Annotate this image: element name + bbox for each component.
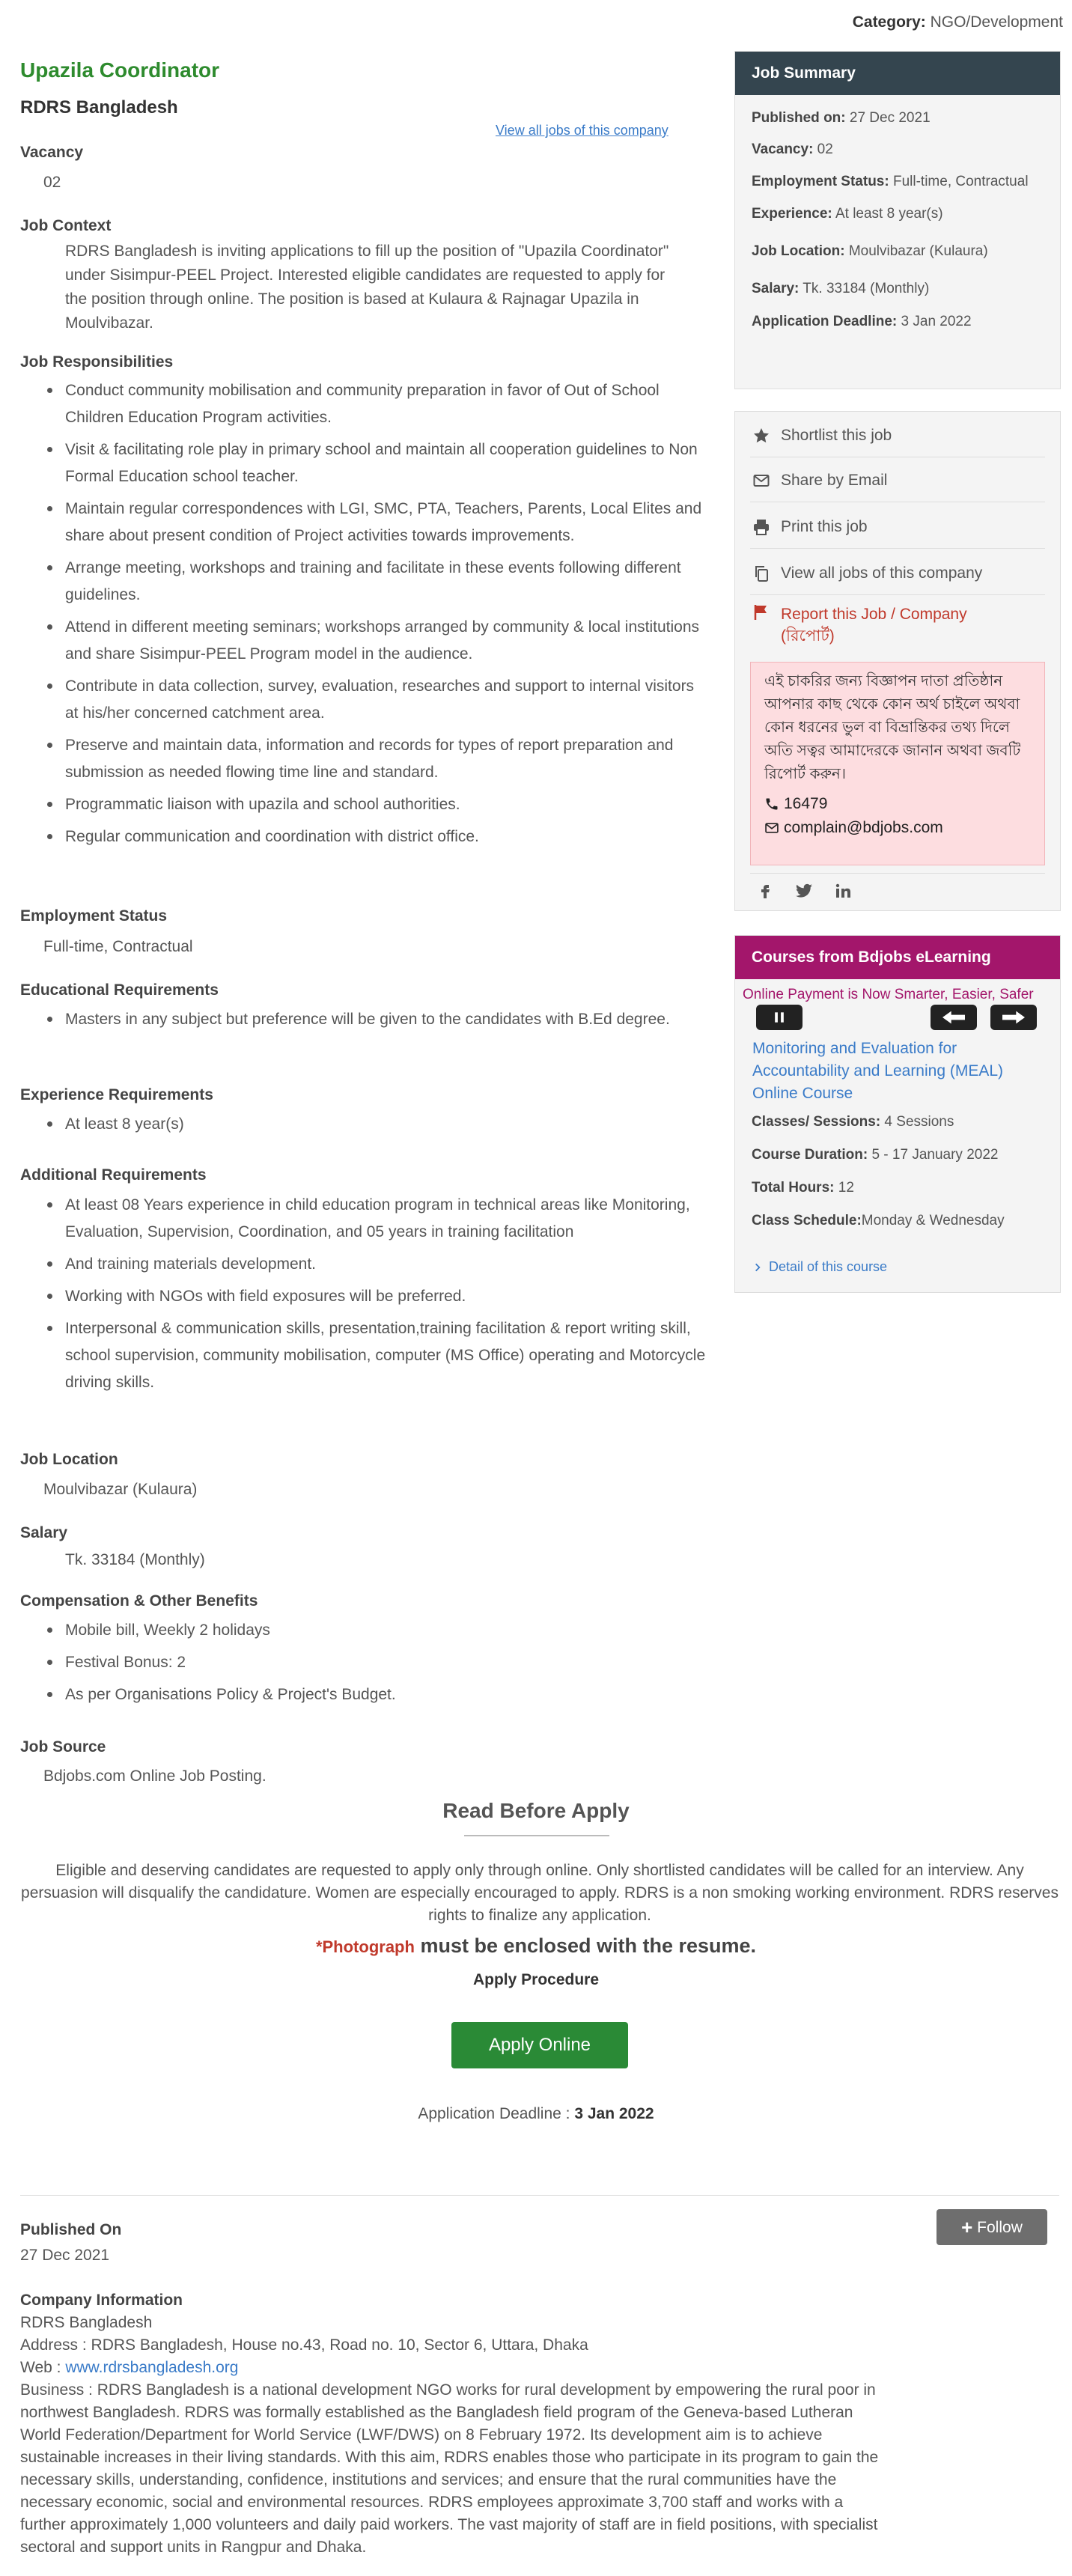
- report-info-box: [750, 662, 1045, 865]
- course-value: Monday & Wednesday: [861, 1213, 1005, 1228]
- company-info-heading: Company Information: [20, 2292, 183, 2309]
- list-item: Contribute in data collection, survey, evaluation, researches and support to internal visitors at his/her concerned catchment area.: [65, 673, 709, 727]
- course-sessions: [752, 1114, 954, 1130]
- vacancy-value: 02: [43, 174, 61, 191]
- report-text: Report this Job / Company: [781, 606, 967, 623]
- benefits-heading: Compensation & Other Benefits: [20, 1592, 258, 1610]
- course-title-link[interactable]: Monitoring and Evaluation for Accountability and Learning (MEAL) Online Course: [752, 1040, 1004, 1102]
- list-item: Attend in different meeting seminars; workshops arranged by community & local institutions and share Sisimpur-PEEL Program model in the audience.: [65, 614, 709, 668]
- category-label: [853, 13, 1063, 31]
- report-job-action[interactable]: [752, 603, 1044, 647]
- summary-location: [752, 243, 1044, 260]
- list-item: Working with NGOs with field exposures will be preferred.: [65, 1283, 709, 1310]
- envelope-icon: [752, 472, 770, 490]
- list-item: Interpersonal & communication skills, presentation,training facilitation & report writing skill, school supervision, community mobilisation, computer (MS Office) operating and Motorcycle driving skills.: [65, 1315, 709, 1396]
- copy-icon: [752, 564, 770, 582]
- chevron-right-icon: [752, 1262, 763, 1273]
- follow-label: Follow: [977, 2219, 1023, 2236]
- report-notice-text: এই চাকরির জন্য বিজ্ঞাপন দাতা প্রতিষ্ঠান আপনার কাছ থেকে কোন অর্থ চাইলে অথবা কোন ধরনের ভুল বা বিভ্রান্তিকর তথ্য দিলে অতি সত্বর আমাদেরকে জানান অথবা জবটি রিপোর্ট করুন।: [764, 673, 1021, 782]
- vacancy-heading: Vacancy: [20, 144, 84, 161]
- list-item: Preserve and maintain data, information and records for types of report preparation and submission as needed flowing time line and standard.: [65, 732, 709, 786]
- course-duration: [752, 1147, 998, 1163]
- report-email-value: complain@bdjobs.com: [784, 819, 943, 836]
- actions-panel: [734, 411, 1061, 911]
- published-on-heading: Published On: [20, 2221, 122, 2238]
- printer-icon: [752, 518, 770, 536]
- job-context-text: RDRS Bangladesh is inviting applications to fill up the position of "Upazila Coordinator" under Sisimpur-PEEL Project. Interested eligible candidates are requested to apply for the position through online. The position is based at Kulaura & Rajnagar Upazila in Moulvibazar.: [65, 243, 669, 332]
- deadline-label: Application Deadline :: [418, 2105, 575, 2122]
- published-on-value: 27 Dec 2021: [20, 2247, 110, 2264]
- list-item: Masters in any subject but preference will be given to the candidates with B.Ed degree.: [65, 1006, 709, 1033]
- summary-label: Vacancy:: [752, 141, 814, 157]
- category-key: Category:: [852, 13, 926, 31]
- education-list: [20, 1006, 709, 1038]
- list-item: Regular communication and coordination with district office.: [65, 823, 709, 850]
- summary-label: Job Location:: [752, 243, 845, 259]
- job-summary-heading: Job Summary: [735, 52, 1060, 95]
- share-email-action[interactable]: [752, 466, 1044, 496]
- job-title: Upazila Coordinator: [20, 58, 220, 82]
- benefits-list: [20, 1617, 709, 1714]
- company-web: [20, 2357, 238, 2379]
- photograph-rest-text: must be enclosed with the resume.: [414, 1934, 757, 1957]
- pause-button[interactable]: [756, 1005, 803, 1030]
- summary-label: Application Deadline:: [752, 314, 898, 329]
- previous-button[interactable]: [931, 1005, 977, 1030]
- report-phone-value: 16479: [784, 795, 828, 812]
- course-detail-link[interactable]: [752, 1259, 887, 1275]
- summary-value: Tk. 33184 (Monthly): [799, 281, 930, 296]
- list-item: And training materials development.: [65, 1251, 709, 1278]
- print-label: Print this job: [781, 518, 868, 535]
- location-heading: Job Location: [20, 1451, 118, 1468]
- arrow-right-icon: [1001, 1010, 1026, 1025]
- course-schedule: [752, 1213, 1005, 1229]
- additional-heading: Additional Requirements: [20, 1166, 207, 1184]
- plus-icon: +: [961, 2216, 973, 2238]
- phone-icon: [764, 797, 779, 812]
- apply-procedure-label: Apply Procedure: [472, 1971, 600, 1988]
- course-value: 5 - 17 January 2022: [868, 1147, 999, 1163]
- summary-employment: [752, 173, 1044, 191]
- list-item: Festival Bonus: 2: [65, 1649, 709, 1676]
- summary-value: 02: [813, 141, 833, 157]
- company-business: Business : RDRS Bangladesh is a national development NGO works for rural development by empowering the rural poor in northwest Bangladesh. RDRS was formally established as the Bangladesh field program of the Geneva-based Lutheran World Federation/Department for World Service (LWF/DWS) on 8 February 1972. Its development aim is to achieve sustainable increases in their living standards. With this aim, RDRS enables those who participate in its program to gain the necessary skills, understanding, confidence, institutions and services; and ensure that the rural communities have the necessary economic, social and environmental resources. RDRS employees approximate 3,700 staff and works with a further approximately 1,000 volunteers and daily paid workers. The vast majority of staff are in field positions, with specialist sectoral and support units in Rangpur and Dhaka.: [20, 2381, 879, 2556]
- course-detail-label: Detail of this course: [769, 1259, 888, 1274]
- courses-marquee: Online Payment is Now Smarter, Easier, Safer: [743, 987, 1034, 1002]
- share-label: Share by Email: [781, 472, 888, 489]
- view-all-jobs-link[interactable]: View all jobs of this company: [496, 123, 669, 138]
- facebook-icon[interactable]: [756, 882, 774, 900]
- job-context-heading: Job Context: [20, 217, 112, 234]
- summary-value: 3 Jan 2022: [897, 314, 972, 329]
- list-item: As per Organisations Policy & Project's Budget.: [65, 1681, 709, 1708]
- company-info-name: RDRS Bangladesh: [20, 2314, 153, 2331]
- employment-status-value: Full-time, Contractual: [43, 938, 193, 955]
- view-all-jobs-action[interactable]: [752, 558, 1044, 588]
- list-item: Programmatic liaison with upazila and school authorities.: [65, 791, 709, 818]
- list-item: Mobile bill, Weekly 2 holidays: [65, 1617, 709, 1644]
- flag-icon: [752, 603, 770, 621]
- shortlist-label: Shortlist this job: [781, 427, 892, 444]
- job-summary-panel: [734, 51, 1061, 389]
- envelope-icon: [764, 820, 779, 835]
- list-item: Visit & facilitating role play in primary school and maintain all cooperation guidelines to Non Formal Education school teacher.: [65, 436, 709, 490]
- job-source-heading: Job Source: [20, 1738, 106, 1756]
- experience-heading: Experience Requirements: [20, 1086, 213, 1103]
- divider: [20, 2195, 1059, 2196]
- course-hours: [752, 1180, 854, 1196]
- responsibilities-list: [20, 377, 709, 856]
- arrow-left-icon: [941, 1010, 966, 1025]
- read-before-apply-title: Read Before Apply: [442, 1799, 630, 1822]
- divider: [750, 873, 1045, 874]
- apply-online-button[interactable]: Apply Online: [451, 2022, 628, 2068]
- star-icon: [752, 427, 770, 445]
- summary-label: Employment Status:: [752, 174, 889, 189]
- list-item: At least 8 year(s): [65, 1111, 709, 1138]
- report-phone: [764, 795, 1031, 813]
- salary-heading: Salary: [20, 1524, 68, 1541]
- summary-label: Published on:: [752, 110, 846, 126]
- divider: [750, 548, 1045, 549]
- summary-value: At least 8 year(s): [832, 206, 943, 222]
- summary-label: Experience:: [752, 206, 832, 222]
- deadline-value: 3 Jan 2022: [574, 2105, 654, 2122]
- application-deadline: [0, 2105, 1072, 2123]
- company-web-link[interactable]: www.rdrsbangladesh.org: [65, 2359, 239, 2376]
- print-job-action[interactable]: [752, 512, 1044, 542]
- employment-status-heading: Employment Status: [20, 907, 168, 925]
- summary-experience: [752, 206, 1044, 222]
- read-before-apply-text: Eligible and deserving candidates are requested to apply only through online. Only shortlisted candidates will be called for an interview. Any persuasion will disqualify the candidature. Women are especially encouraged to apply. RDRS is a non smoking working environment. RDRS reserves rights to finalize any application.: [21, 1862, 1059, 1924]
- summary-label: Salary:: [752, 281, 800, 296]
- summary-published: [752, 110, 1044, 127]
- responsibilities-heading: Job Responsibilities: [20, 353, 174, 371]
- list-item: At least 08 Years experience in child education program in technical areas like Monitoring, Evaluation, Supervision, Coordination, and 05 years in training facilitation: [65, 1192, 709, 1246]
- summary-value: Full-time, Contractual: [889, 174, 1029, 189]
- shortlist-job-action[interactable]: [752, 421, 1044, 451]
- photograph-note: [0, 1934, 1072, 1958]
- linkedin-icon[interactable]: [834, 882, 852, 900]
- summary-value: Moulvibazar (Kulaura): [844, 243, 988, 259]
- company-address: Address : RDRS Bangladesh, House no.43, Road no. 10, Sector 6, Uttara, Dhaka: [20, 2336, 588, 2354]
- pause-icon: [772, 1010, 787, 1025]
- salary-value: Tk. 33184 (Monthly): [65, 1551, 205, 1568]
- category-value: NGO/Development: [930, 13, 1063, 31]
- experience-list: [20, 1111, 709, 1143]
- courses-heading: Courses from Bdjobs eLearning: [735, 936, 1060, 979]
- web-label: Web :: [20, 2359, 66, 2376]
- next-button[interactable]: [990, 1005, 1037, 1030]
- course-label: Total Hours:: [752, 1180, 835, 1196]
- list-item: Arrange meeting, workshops and training and facilitate in these events following different guidelines.: [65, 555, 709, 609]
- list-item: Maintain regular correspondences with LGI, SMC, PTA, Teachers, Parents, Local Elites and share about present condition of Project activities towards improvements.: [65, 496, 709, 549]
- course-value: 12: [834, 1180, 854, 1196]
- company-name: RDRS Bangladesh: [20, 97, 178, 118]
- courses-panel: [734, 935, 1061, 1293]
- report-bn-text: (রিপোর্ট): [781, 627, 835, 645]
- summary-deadline: [752, 314, 1044, 330]
- location-value: Moulvibazar (Kulaura): [43, 1481, 198, 1498]
- title-underline: [464, 1835, 609, 1836]
- course-label: Course Duration:: [752, 1147, 868, 1163]
- summary-vacancy: [752, 141, 1044, 158]
- course-label: Classes/ Sessions:: [752, 1114, 881, 1130]
- additional-list: [20, 1192, 709, 1401]
- social-links: [756, 882, 852, 900]
- follow-button[interactable]: [937, 2209, 1047, 2245]
- divider: [750, 594, 1045, 595]
- course-value: 4 Sessions: [880, 1114, 954, 1130]
- report-label: [781, 603, 967, 647]
- summary-salary: [752, 281, 1044, 297]
- education-heading: Educational Requirements: [20, 981, 219, 999]
- view-all-label: View all jobs of this company: [781, 564, 983, 582]
- job-source-value: Bdjobs.com Online Job Posting.: [43, 1767, 267, 1785]
- summary-value: 27 Dec 2021: [845, 110, 931, 126]
- twitter-icon[interactable]: [795, 882, 813, 900]
- list-item: Conduct community mobilisation and community preparation in favor of Out of School Children Education Program activities.: [65, 377, 709, 431]
- course-label: Class Schedule:: [752, 1213, 862, 1228]
- photograph-red-text: *Photograph: [315, 1937, 415, 1956]
- report-email: [764, 819, 1031, 837]
